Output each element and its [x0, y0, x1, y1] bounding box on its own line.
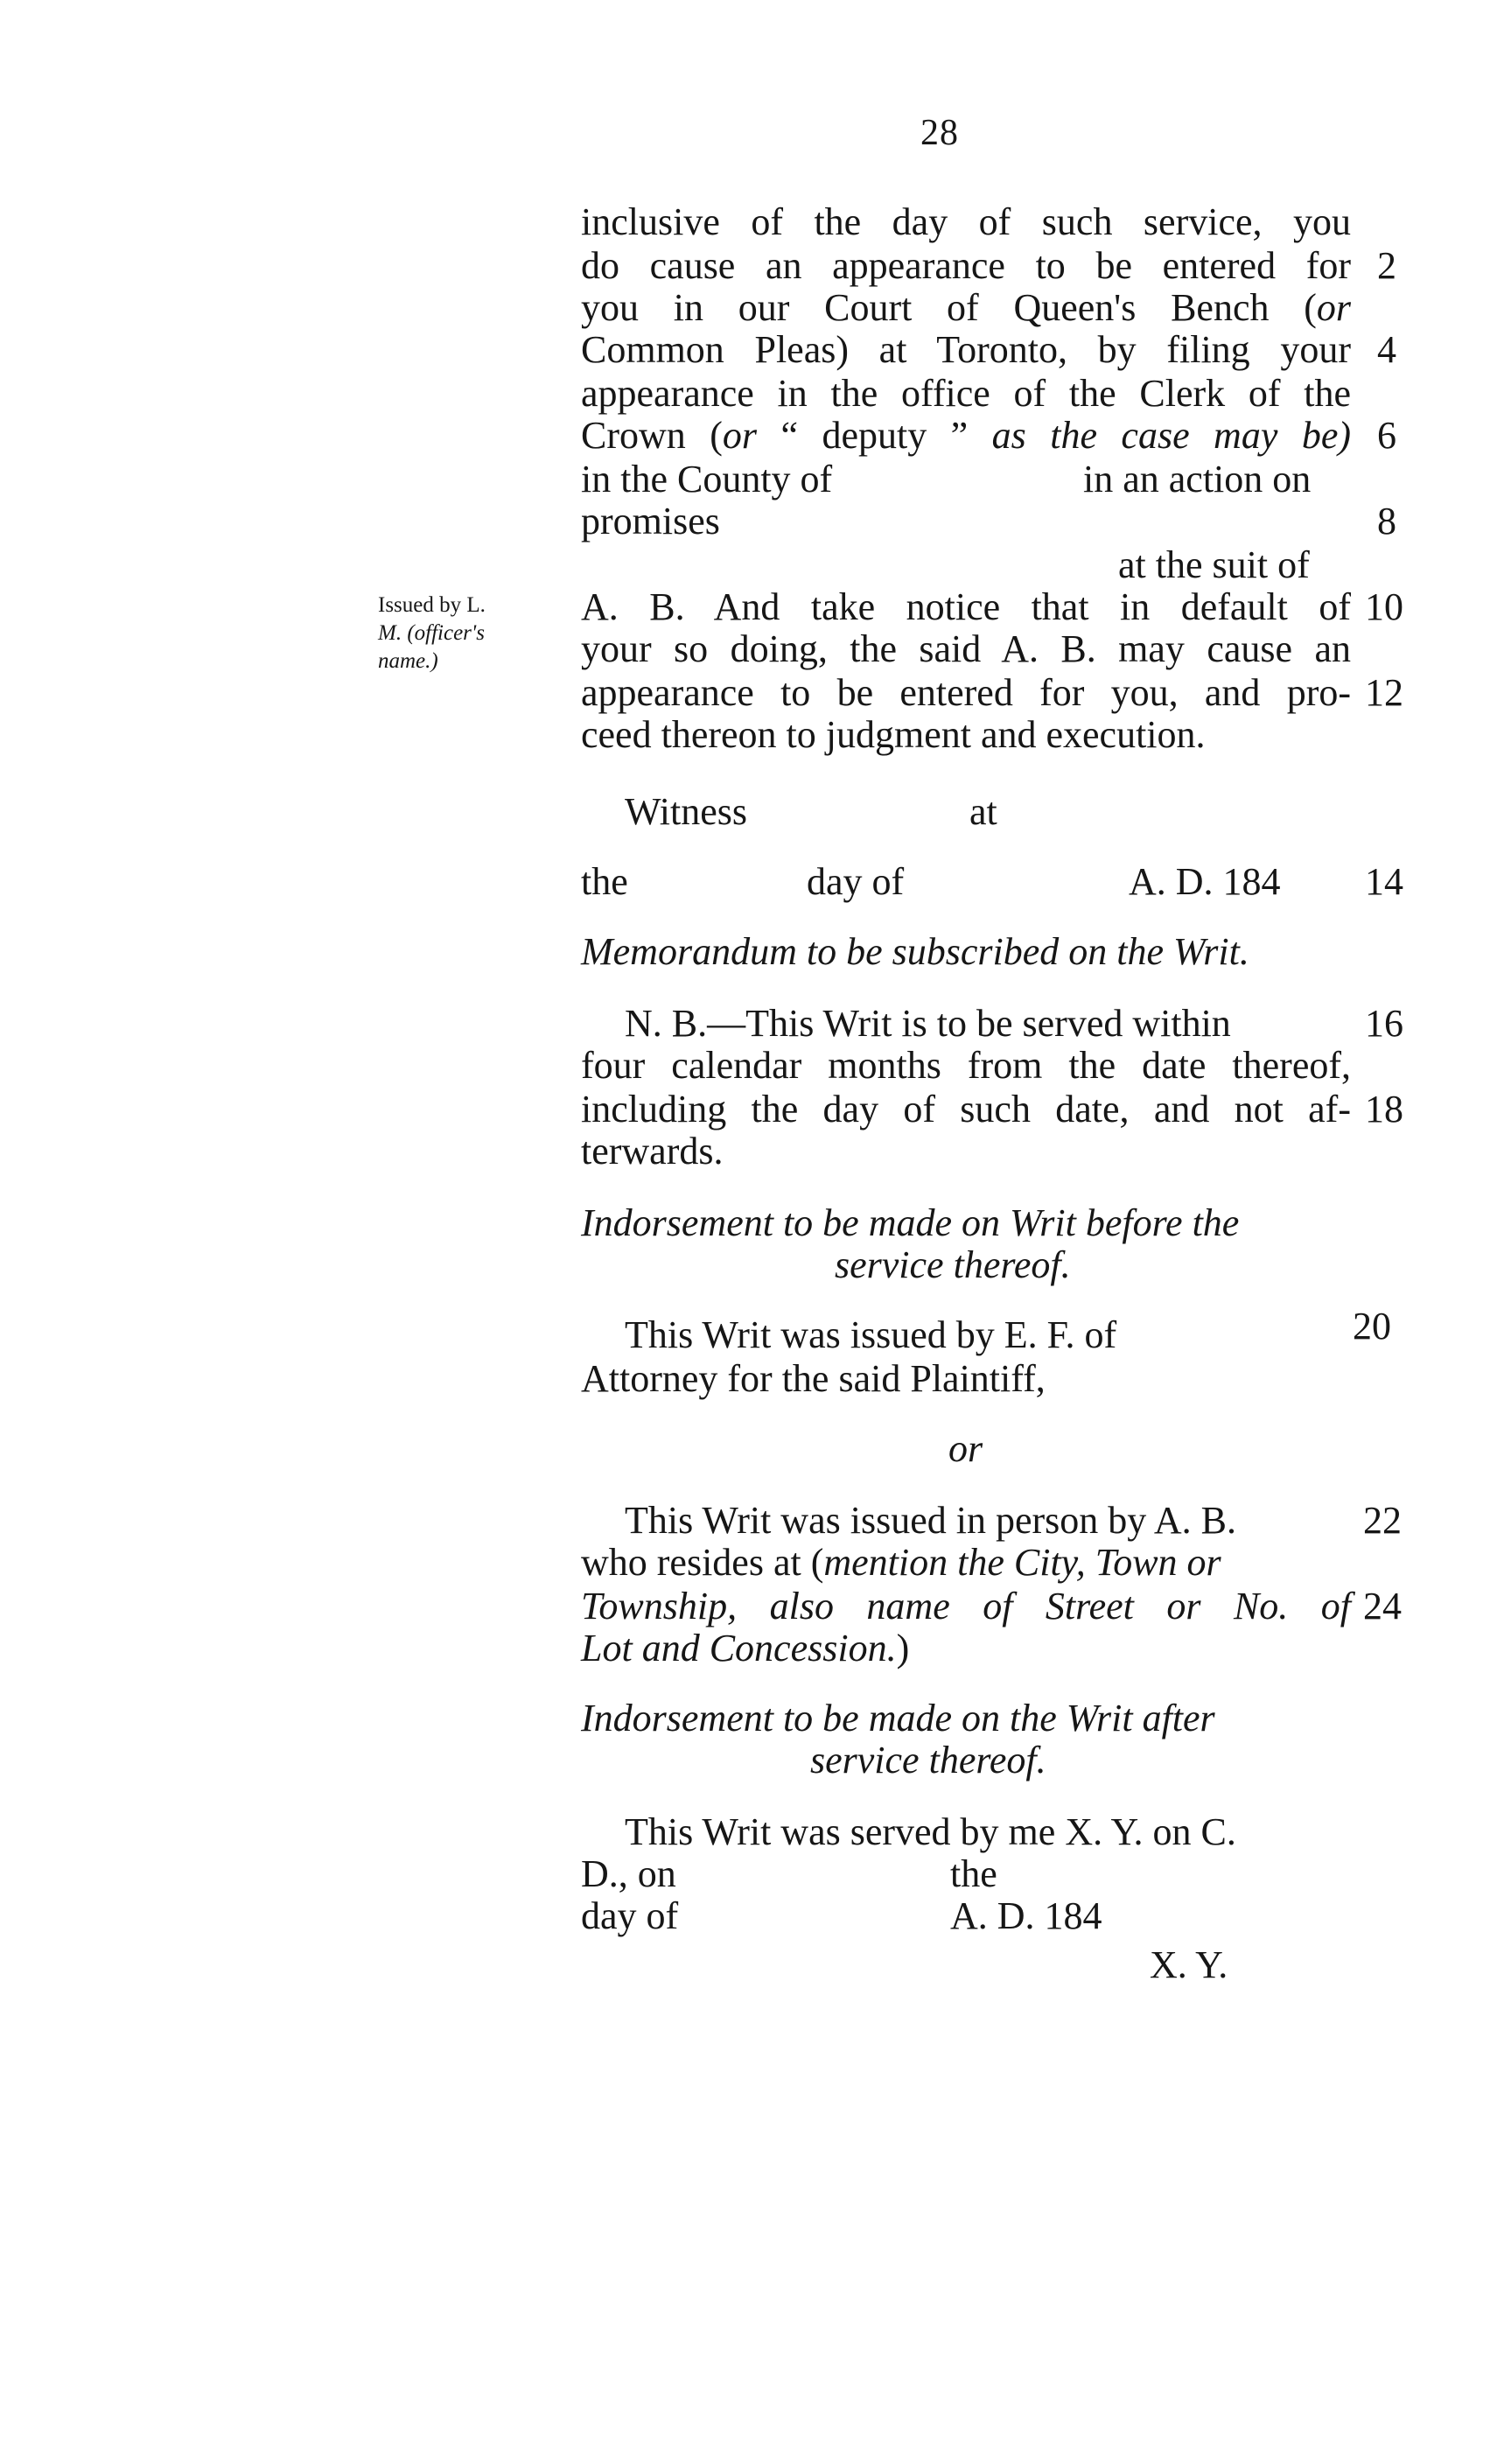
line-number: 6	[1377, 414, 1396, 457]
margin-note-line: Issued by L.	[378, 593, 486, 617]
witness-day-of: day of	[807, 860, 905, 903]
issued-attorney-line: Attorney for the said Plaintiff,	[581, 1357, 1046, 1400]
body-text: )	[896, 1627, 910, 1670]
body-line: ceed thereon to judgment and execution.	[581, 713, 1206, 756]
body-line	[581, 416, 1351, 455]
indorsement-before-heading: Indorsement to be made on Writ before the	[581, 1201, 1240, 1244]
line-number: 10	[1365, 585, 1403, 628]
body-line: your so doing, the said A. B. may cause an	[581, 627, 1351, 670]
body-text-italic: or	[1316, 286, 1351, 329]
line-number: 20	[1353, 1305, 1391, 1348]
nb-line: terwards.	[581, 1130, 724, 1172]
body-line: appearance in the office of the Clerk of the	[581, 372, 1351, 415]
body-text-italic: or	[722, 414, 758, 457]
served-line: This Writ was served by me X. Y. on C.	[625, 1810, 1236, 1853]
body-text-italic: as the case may be)	[991, 414, 1351, 457]
body-text-italic: Lot and Concession.	[581, 1627, 897, 1670]
witness-label: Witness	[625, 790, 747, 833]
line-number: 12	[1365, 671, 1403, 714]
memorandum-heading: Memorandum to be subscribed on the Writ.	[581, 930, 1249, 973]
witness-the: the	[581, 860, 628, 903]
body-line	[581, 286, 1351, 329]
body-line: promises	[581, 500, 720, 542]
line-number: 16	[1365, 1002, 1403, 1045]
indorsement-before-heading: service thereof.	[835, 1243, 1071, 1286]
served-line: D., on	[581, 1852, 676, 1895]
issued-person-line: This Writ was issued in person by A. B.	[625, 1499, 1236, 1542]
margin-note	[378, 592, 535, 676]
issued-person-line	[581, 1629, 909, 1668]
line-number: 2	[1377, 244, 1396, 287]
body-line: in the County of	[581, 458, 833, 500]
body-line: in an action on	[1083, 458, 1312, 500]
body-line: Common Pleas) at Toronto, by filing your	[581, 328, 1351, 371]
body-line: A. B. And take notice that in default of	[581, 585, 1351, 628]
issued-person-line	[581, 1541, 1221, 1584]
line-number: 24	[1363, 1585, 1402, 1628]
line-number: 4	[1377, 328, 1396, 371]
body-text: “ deputy ”	[757, 414, 992, 457]
nb-line: N. B.—This Writ is to be served within	[625, 1002, 1231, 1045]
body-text-italic: mention the City, Town or	[823, 1541, 1221, 1584]
margin-note-line: M. (officer's	[378, 621, 485, 645]
body-line: at the suit of	[1118, 543, 1310, 586]
line-number: 14	[1365, 860, 1403, 903]
served-line: A. D. 184	[950, 1894, 1102, 1937]
served-line: day of	[581, 1894, 679, 1937]
issued-attorney-line: This Writ was issued by E. F. of	[625, 1313, 1117, 1356]
body-text: Crown (	[581, 414, 723, 457]
body-line: do cause an appearance to be entered for	[581, 244, 1351, 287]
indorsement-after-heading: service thereof.	[810, 1739, 1046, 1782]
indorsement-after-heading: Indorsement to be made on the Writ after	[581, 1697, 1215, 1740]
line-number: 8	[1377, 500, 1396, 542]
body-line: appearance to be entered for you, and pro-	[581, 671, 1351, 714]
nb-line: four calendar months from the date thereof,	[581, 1044, 1351, 1087]
nb-line: including the day of such date, and not af-	[581, 1088, 1351, 1130]
line-number: 18	[1365, 1088, 1403, 1130]
margin-note-line: name.)	[378, 649, 438, 673]
body-text: you in our Court of Queen's Bench (	[581, 286, 1317, 329]
issued-person-line: Township, also name of Street or No. of	[581, 1585, 1351, 1628]
witness-at: at	[969, 790, 997, 833]
or-divider: or	[948, 1427, 983, 1470]
body-text: who resides at (	[581, 1541, 824, 1584]
line-number: 22	[1363, 1499, 1402, 1542]
page-number: 28	[920, 113, 959, 153]
served-line: the	[950, 1852, 997, 1895]
witness-ad: A. D. 184	[1129, 860, 1281, 903]
signature: X. Y.	[1150, 1943, 1228, 1986]
body-line: inclusive of the day of such service, you	[581, 200, 1351, 243]
